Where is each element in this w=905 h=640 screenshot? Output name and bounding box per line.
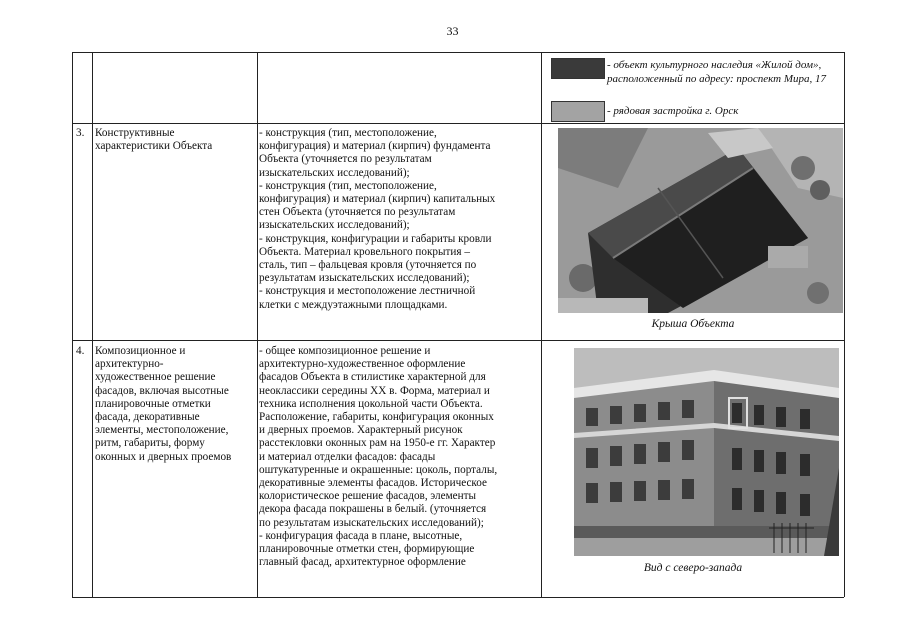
table-border-bottom	[72, 597, 844, 598]
row-number: 3.	[76, 127, 85, 139]
row-description: - конструкция (тип, местоположение, конфигурация) и материал (кирпич) фундамента Объекта (уточняется по результатам изыскательских исследований); - конструкция (тип, местоположение, конфигурация) и материал (кирпич) капитальных стен Объекта (уточняется по результатам изыскательских исследований); - конструкция, конфигурации и габариты кровли Объекта. Материал кровельного покрытия – сталь, тип – фальцевая кровля (уточняется по результатам изыскательских исследований); - конструкция и местоположение лестничной клетки с междуэтажными площадками.	[259, 127, 496, 311]
roof-photo-caption: Крыша Объекта	[651, 318, 735, 330]
legend-label-heritage: - объект культурного наследия «Жилой дом», расположенный по адресу: проспект Мира, 17	[607, 59, 826, 85]
row-divider-1	[72, 123, 844, 124]
row-title: Композиционное и архитектурно- художественное решение фасадов, включая высотные планировочные отметки фасада, декоративные элементы, местоположение, ритм, габариты, форму оконных и дверных проемов	[95, 345, 232, 463]
page-number: 33	[446, 24, 459, 38]
facade-photo-caption: Вид с северо-запада	[643, 562, 743, 574]
column-divider-0	[72, 52, 73, 597]
column-divider-4	[844, 52, 845, 597]
roof-aerial-photo	[558, 128, 843, 313]
column-divider-1	[92, 52, 93, 597]
facade-photo	[574, 348, 839, 556]
legend-swatch-heritage	[551, 58, 605, 79]
table-border-top	[72, 52, 844, 53]
legend-swatch-ordinary	[551, 101, 605, 122]
column-divider-3	[541, 52, 542, 597]
column-divider-2	[257, 52, 258, 597]
row-number: 4.	[76, 345, 85, 357]
row-title: Конструктивные характеристики Объекта	[95, 127, 213, 153]
row-divider-2	[72, 340, 844, 341]
legend-label-ordinary: - рядовая застройка г. Орск	[607, 105, 739, 117]
row-description: - общее композиционное решение и архитектурно-художественное оформление фасадов Объекта в стилистике характерной для неоклассики середины XX в. Форма, материал и техника исполнения цокольной части Объекта. Расположение, габариты, конфигурация оконных и дверных проемов. Характерный рисунок расстекловки оконных рам на 1950-е гг. Характер и материал отделки фасадов: фасады оштукатуренные и окрашенные: цоколь, порталы, декоративные элементы фасадов. Историческое колористическое решение фасадов, элементы декора фасада покрашены в белый. (уточняется по результатам изыскательских исследований); - конфигурация фасада в плане, высотные, планировочные отметки стен, формирующие главный фасад, архитектурное оформление	[259, 345, 498, 569]
